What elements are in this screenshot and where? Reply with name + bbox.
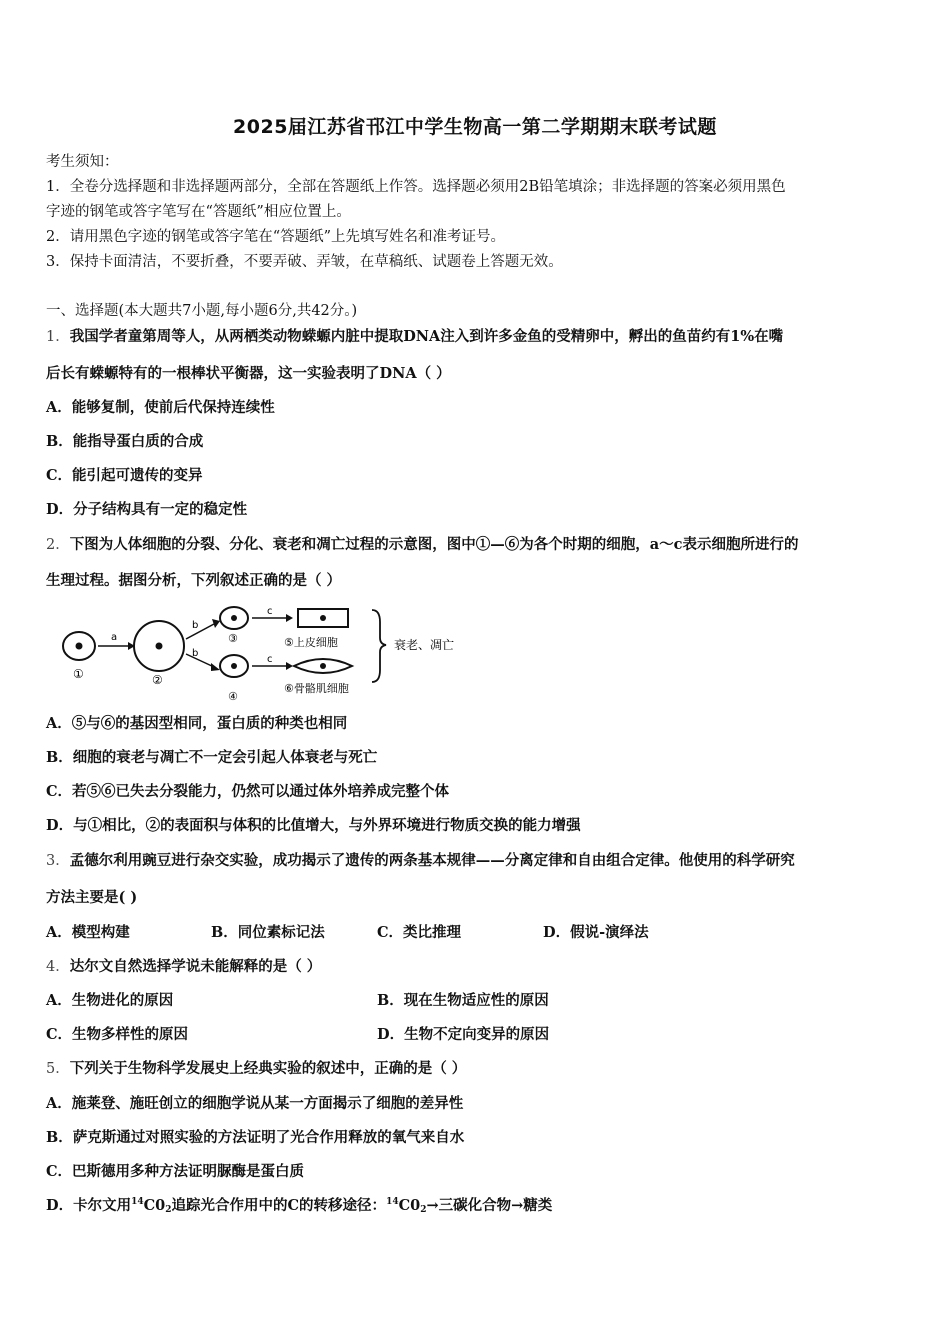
option-c (46, 1025, 188, 1045)
option-text: C．类比推理 (377, 924, 462, 941)
question-2-text-cont: 生理过程。据图分析，下列叙述正确的是（ ） (46, 572, 342, 589)
option-text: C．若⑤⑥已失去分裂能力，仍然可以通过体外培养成完整个体 (46, 783, 450, 800)
arrow-c-lower-label: c (267, 654, 273, 665)
option-b (211, 923, 325, 943)
option-text: C．能引起可遗传的变异 (46, 467, 203, 484)
option-d-tail: →三碳化合物→糖类 (426, 1197, 553, 1214)
co2-text: C0 (143, 1197, 166, 1214)
question-number: 2． (46, 537, 70, 553)
option-text: D．与①相比，②的表面积与体积的比值增大，与外界环境进行物质交换的能力增强 (46, 817, 581, 834)
option-text: A．能够复制，使前后代保持连续性 (46, 399, 275, 416)
option-a (46, 714, 906, 734)
question-4-text: 达尔文自然选择学说未能解释的是（ ） (69, 958, 322, 975)
option-d (46, 1196, 906, 1216)
option-text: B．现在生物适应性的原因 (377, 992, 549, 1009)
cell-2-label: ② (152, 673, 163, 687)
cell-process-diagram (46, 604, 470, 704)
arrow-b-upper-head (212, 619, 220, 628)
option-b (377, 991, 549, 1011)
option-text: C．生物多样性的原因 (46, 1026, 189, 1043)
option-text: D．假说-演绎法 (543, 924, 649, 941)
question-1-line1 (46, 327, 906, 347)
question-1-text: 我国学者童第周等人，从两栖类动物蝾螈内脏中提取DNA注入到许多金鱼的受精卵中，孵出的鱼苗约有1%在嘴 (69, 328, 784, 345)
cell-2-nucleus (156, 643, 163, 650)
option-text: B．能指导蛋白质的合成 (46, 433, 204, 450)
notice-item: 3．保持卡面清洁，不要折叠，不要弄破、弄皱，在草稿纸、试题卷上答题无效。 (46, 254, 563, 270)
fate-label: 衰老、凋亡 (394, 638, 455, 652)
option-d (377, 1025, 549, 1045)
option-text: D．分子结构具有一定的稳定性 (46, 501, 248, 518)
question-3-text-cont: 方法主要是( ) (46, 889, 138, 906)
page-title: 2025届江苏省邗江中学生物高一第二学期期末联考试题 (233, 116, 717, 138)
question-5-line1 (46, 1059, 906, 1079)
question-2-text: 下图为人体细胞的分裂、分化、衰老和凋亡过程的示意图，图中①—⑥为各个时期的细胞，a～c表示细胞所进行的 (69, 536, 799, 553)
cell-1-nucleus (76, 643, 83, 650)
question-2-line1 (46, 535, 906, 555)
option-text: A．施莱登、施旺创立的细胞学说从某一方面揭示了细胞的差异性 (46, 1095, 464, 1112)
option-text: C．巴斯德用多种方法证明脲酶是蛋白质 (46, 1163, 305, 1180)
arrow-a-label: a (111, 632, 118, 643)
isotope-mark: 14 (386, 1197, 399, 1207)
option-b (46, 1128, 906, 1148)
cell-4-label: ④ (228, 690, 238, 703)
question-2-line2 (46, 571, 906, 591)
option-text: A．生物进化的原因 (46, 992, 174, 1009)
option-text: B．同位素标记法 (211, 924, 325, 941)
option-c (46, 466, 906, 486)
question-1-text-cont: 后长有蝾螈特有的一根棒状平衡器，这一实验表明了DNA（ ） (46, 365, 451, 382)
arrow-b-lower-label: b (192, 648, 199, 659)
question-number: 4． (46, 959, 70, 975)
question-3-text: 孟德尔利用豌豆进行杂交实验，成功揭示了遗传的两条基本规律——分离定律和自由组合定律。他使用的科学研究 (69, 852, 795, 869)
question-number: 1． (46, 329, 70, 345)
option-text: B．萨克斯通过对照实验的方法证明了光合作用释放的氧气来自水 (46, 1129, 465, 1146)
notice-item: 字迹的钢笔或答字笔写在“答题纸”相应位置上。 (46, 204, 351, 220)
cell-6-nucleus (320, 663, 326, 669)
question-3-line2 (46, 888, 906, 908)
arrow-b-upper (186, 624, 214, 639)
arrow-b-lower-head (211, 663, 220, 671)
cell-5-nucleus (320, 615, 326, 621)
question-number: 3． (46, 853, 70, 869)
notice-heading: 考生须知： (46, 154, 119, 170)
question-number: 5． (46, 1061, 70, 1077)
cell-6-label: ⑥骨骼肌细胞 (284, 682, 349, 695)
cell-1-label: ① (73, 667, 84, 681)
option-c (377, 923, 461, 943)
arrow-b-upper-label: b (192, 620, 199, 631)
arrow-c-upper-head (286, 614, 293, 622)
option-text: A．模型构建 (46, 924, 130, 941)
cell-3-label: ③ (228, 632, 238, 645)
option-text: B．细胞的衰老与凋亡不一定会引起人体衰老与死亡 (46, 749, 378, 766)
subscript: 2 (165, 1205, 172, 1215)
option-d (46, 816, 906, 836)
notice-item: 1．全卷分选择题和非选择题两部分，全部在答题纸上作答。选择题必须用2B铅笔填涂；非选择题的答案必须用黑色 (46, 179, 786, 195)
brace (372, 610, 386, 682)
arrow-b-lower (186, 654, 214, 667)
option-d-prefix: D．卡尔文用 (46, 1197, 132, 1214)
subscript: 2 (420, 1205, 427, 1215)
option-b (46, 432, 906, 452)
isotope-mark: 14 (131, 1197, 144, 1207)
option-a (46, 991, 173, 1011)
question-1-line2 (46, 364, 906, 384)
option-text: D．生物不定向变异的原因 (377, 1026, 550, 1043)
co2-text: C0 (398, 1197, 421, 1214)
option-d (543, 923, 649, 943)
cell-4-nucleus (231, 663, 237, 669)
option-b (46, 748, 906, 768)
option-a (46, 398, 906, 418)
option-d (46, 500, 906, 520)
option-c (46, 782, 906, 802)
option-d-middle: 追踪光合作用中的C的转移途径： (171, 1197, 387, 1214)
question-4-line1 (46, 957, 906, 977)
option-a (46, 923, 130, 943)
cell-5-label: ⑤上皮细胞 (284, 636, 338, 649)
option-text: A．⑤与⑥的基因型相同，蛋白质的种类也相同 (46, 715, 348, 732)
notice-item: 2．请用黑色字迹的钢笔或答字笔在“答题纸”上先填写姓名和准考证号。 (46, 229, 506, 245)
question-5-text: 下列关于生物科学发展史上经典实验的叙述中，正确的是（ ） (69, 1060, 467, 1077)
question-3-line1 (46, 851, 906, 871)
option-a (46, 1094, 906, 1114)
section-heading: 一、选择题(本大题共7小题,每小题6分,共42分。) (46, 303, 358, 319)
arrow-c-upper-label: c (267, 606, 273, 617)
option-c (46, 1162, 906, 1182)
cell-3-nucleus (231, 615, 237, 621)
